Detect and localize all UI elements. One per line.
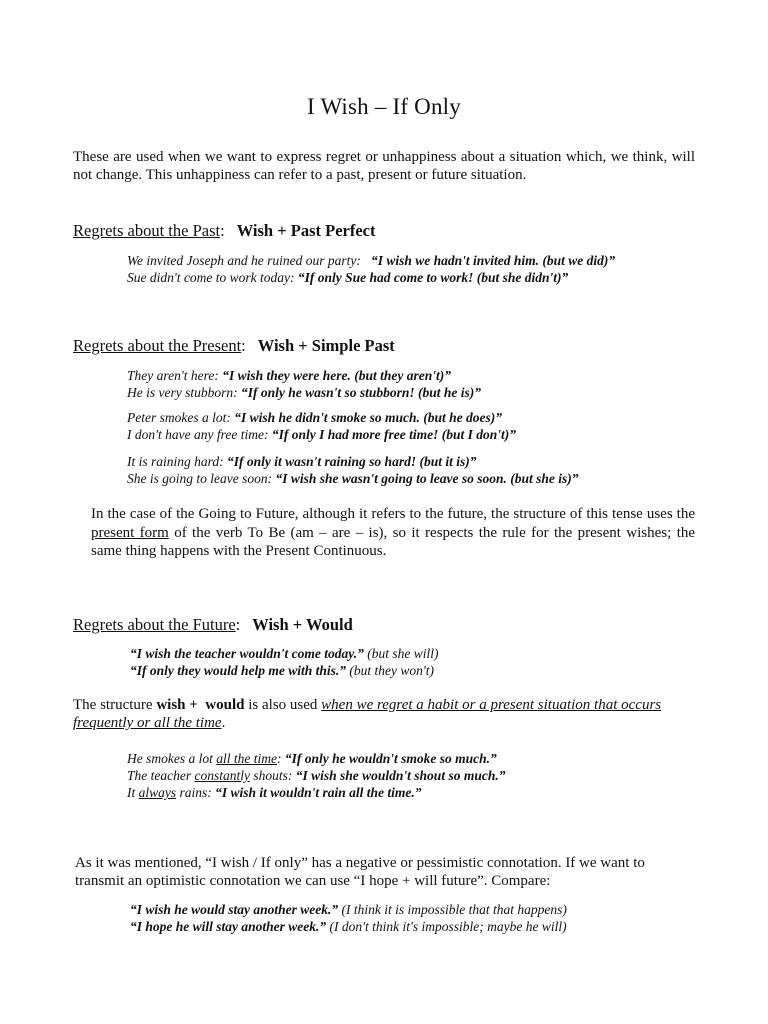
going-to-last-line: the same thing happens with the Present Continuous. — [91, 524, 696, 559]
heading-past-formula: Wish + Past Perfect — [236, 221, 376, 240]
future-examples — [130, 645, 439, 679]
example-context-end: shouts: — [249, 768, 293, 783]
example-context: We invited Joseph and he ruined our party: — [127, 253, 361, 268]
example-line — [127, 252, 615, 269]
structure-text-1: The structure — [73, 697, 157, 713]
heading-past-label: Regrets about the Past — [73, 221, 221, 240]
example-line — [130, 662, 439, 679]
habit-examples — [127, 750, 505, 801]
example-context: They aren't here: — [127, 368, 219, 383]
example-sentence: “I wish he would stay another week.” — [130, 902, 339, 917]
example-line — [127, 767, 505, 784]
heading-future-colon: : — [235, 615, 241, 634]
conclusion-paragraph: As it was mentioned, “I wish / If only” has a negative or pessimistic connotation. If we want to transmit an optimistic connotation we can use “I hope + will future”. Compare: — [75, 855, 645, 889]
structure-end: . — [221, 715, 226, 731]
heading-present-colon: : — [241, 336, 246, 355]
example-line — [127, 784, 505, 801]
example-sentence: “I wish the teacher wouldn't come today.” — [130, 646, 364, 661]
example-context: I don't have any free time: — [127, 427, 269, 442]
structure-paragraph — [73, 696, 695, 732]
example-sentence: “If only I had more free time! (but I don't)” — [271, 427, 516, 442]
example-context: Sue didn't come to work today: — [127, 270, 295, 285]
example-context-end: rains: — [176, 785, 212, 800]
example-note: (I think it is impossible that that happens) — [341, 902, 567, 917]
example-line — [130, 918, 567, 935]
present-examples-2 — [127, 409, 516, 443]
example-line — [127, 426, 516, 443]
example-underlined: constantly — [194, 768, 250, 783]
intro-paragraph: These are used when we want to express regret or unhappiness about a situation which, we think, will not change. This unhappiness can refer to a past, present or future situation. — [73, 149, 695, 183]
example-context: The teacher — [127, 768, 195, 783]
example-context-end: : — [276, 751, 282, 766]
example-note: (but they won't) — [349, 663, 435, 678]
example-underlined: all the time — [216, 751, 277, 766]
example-context: Peter smokes a lot: — [127, 410, 231, 425]
heading-present-formula: Wish + Simple Past — [257, 336, 395, 355]
structure-text-2: is also used — [244, 697, 322, 713]
example-line — [127, 453, 579, 470]
going-to-paragraph — [91, 505, 695, 561]
heading-present — [73, 336, 395, 356]
example-line — [130, 645, 439, 662]
structure-keyword-would: would — [205, 697, 245, 713]
present-examples-3 — [127, 453, 579, 487]
example-context: She is going to leave soon: — [127, 471, 273, 486]
going-to-text-before: In the case of the Going to Future, although it refers to the future, the structure of this tense uses the — [91, 506, 695, 522]
example-underlined: always — [138, 785, 177, 800]
example-sentence: “I wish she wouldn't shout so much.” — [295, 768, 506, 783]
example-line — [127, 269, 615, 286]
example-note: (I don't think it's impossible; maybe he will) — [329, 919, 567, 934]
example-sentence: “I wish it wouldn't rain all the time.” — [215, 785, 422, 800]
present-examples-1 — [127, 367, 481, 401]
example-sentence: “I wish he didn't smoke so much. (but he does)” — [234, 410, 503, 425]
heading-past — [73, 221, 375, 241]
example-line — [127, 384, 481, 401]
example-sentence: “If only he wasn't so stubborn! (but he is)” — [240, 385, 482, 400]
example-sentence: “If only Sue had come to work! (but she didn't)” — [297, 270, 569, 285]
heading-present-label: Regrets about the Present — [73, 336, 242, 355]
page-title: I Wish – If Only — [307, 94, 461, 119]
example-sentence: “If only he wouldn't smoke so much.” — [284, 751, 497, 766]
example-sentence: “I wish we hadn't invited him. (but we did)” — [370, 253, 616, 268]
example-line — [127, 367, 481, 384]
going-to-text-after: of the verb To Be (am – are – is), so it respects the rule for the present wishes; — [168, 524, 672, 541]
heading-past-colon: : — [220, 221, 225, 240]
example-context: It — [127, 785, 139, 800]
example-line — [127, 750, 505, 767]
example-context: It is raining hard: — [127, 454, 224, 469]
structure-italic-phrase: when we regret a habit or a present situation that occurs frequently or all the time — [73, 697, 662, 731]
example-note: (but she will) — [367, 646, 439, 661]
past-examples — [127, 252, 615, 286]
example-line — [127, 409, 516, 426]
compare-examples — [130, 901, 567, 935]
structure-keyword-wish: wish + — [156, 697, 198, 713]
heading-future — [73, 615, 353, 635]
example-sentence: “I hope he will stay another week.” — [130, 919, 327, 934]
heading-future-formula: Wish + Would — [252, 615, 353, 634]
going-to-underlined: present form — [91, 524, 169, 541]
example-sentence: “I wish she wasn't going to leave so soon. (but she is)” — [275, 471, 579, 486]
example-sentence: “If only it wasn't raining so hard! (but it is)” — [227, 454, 477, 469]
example-line — [130, 901, 567, 918]
example-sentence: “I wish they were here. (but they aren't)” — [222, 368, 451, 383]
example-line — [127, 470, 579, 487]
example-sentence: “If only they would help me with this.” — [130, 663, 347, 678]
example-context: He smokes a lot — [127, 751, 217, 766]
heading-future-label: Regrets about the Future — [73, 615, 236, 634]
example-context: He is very stubborn: — [127, 385, 238, 400]
